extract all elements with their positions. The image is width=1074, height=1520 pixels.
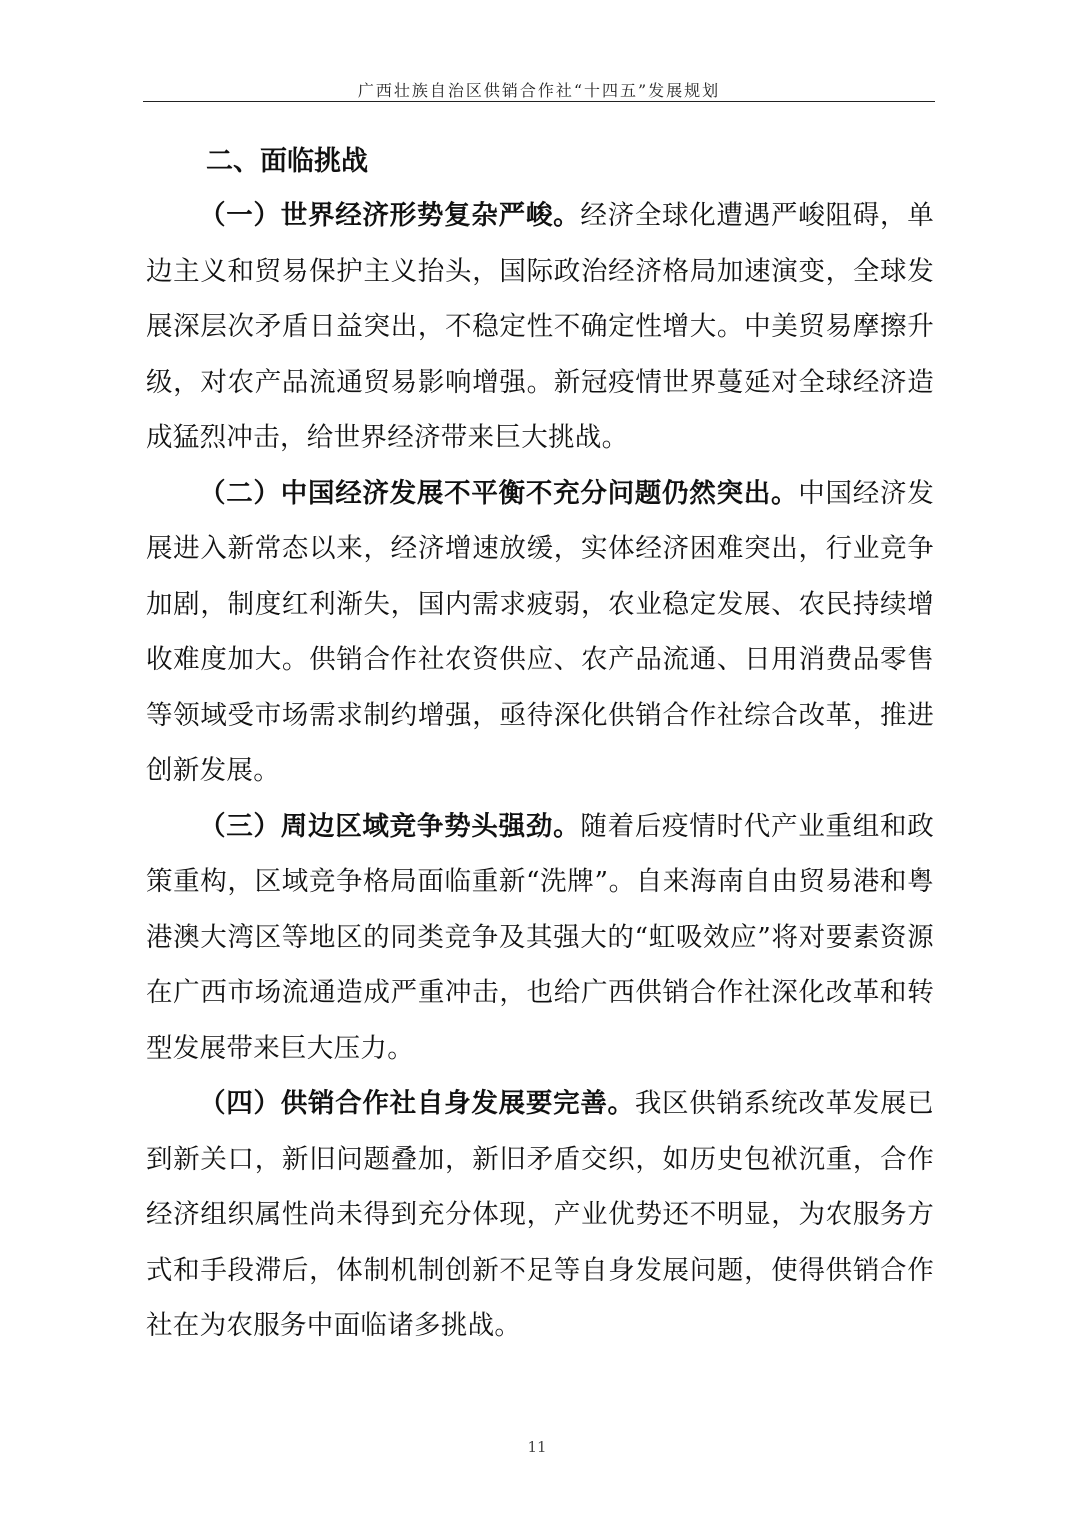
- paragraph-1-lead: （一）世界经济形势复杂严峻。: [199, 200, 581, 231]
- paragraph-4-lead: （四）供销合作社自身发展要完善。: [199, 1088, 635, 1119]
- paragraph-4-text: 我区供销系统改革发展已到新关口，新旧问题叠加，新旧矛盾交织，如历史包袱沉重，合作经济组织属性尚未得到充分体现，产业优势还不明显，为农服务方式和手段滞后，体制机制创新不足等自身发展问题，使得供销合作社在为农服务中面临诸多挑战。: [146, 1088, 934, 1341]
- paragraph-1: [146, 188, 934, 466]
- paragraph-2: [146, 466, 934, 799]
- paragraph-3-text: 随着后疫情时代产业重组和政策重构，区域竞争格局面临重新“洗牌”。自来海南自由贸易港和粤港澳大湾区等地区的同类竞争及其强大的“虹吸效应”将对要素资源在广西市场流通造成严重冲击，也给广西供销合作社深化改革和转型发展带来巨大压力。: [146, 810, 935, 1064]
- paragraph-3: [146, 799, 934, 1077]
- paragraph-2-lead: （二）中国经济发展不平衡不充分问题仍然突出。: [199, 477, 799, 509]
- page-number: 11: [527, 1438, 547, 1456]
- header-rule: [143, 101, 935, 102]
- section-heading: 二、面临挑战: [206, 146, 368, 177]
- paragraph-2-text: 中国经济发展进入新常态以来，经济增速放缓，实体经济困难突出，行业竞争加剧，制度红利渐失，国内需求疲弱，农业稳定发展、农民持续增收难度加大。供销合作社农资供应、农产品流通、日用消费品零售等领域受市场需求制约增强，亟待深化供销合作社综合改革，推进创新发展。: [146, 477, 935, 786]
- paragraph-1-text: 经济全球化遭遇严峻阻碍，单边主义和贸易保护主义抬头，国际政治经济格局加速演变，全球发展深层次矛盾日益突出，不稳定性不确定性增大。中美贸易摩擦升级，对农产品流通贸易影响增强。新冠疫情世界蔓延对全球经济造成猛烈冲击，给世界经济带来巨大挑战。: [146, 200, 935, 453]
- paragraph-4: [146, 1076, 934, 1354]
- running-header: 广西壮族自治区供销合作社“十四五”发展规划: [357, 81, 721, 100]
- page-body: [146, 136, 934, 1354]
- paragraph-3-lead: （三）周边区域竞争势头强劲。: [199, 810, 581, 842]
